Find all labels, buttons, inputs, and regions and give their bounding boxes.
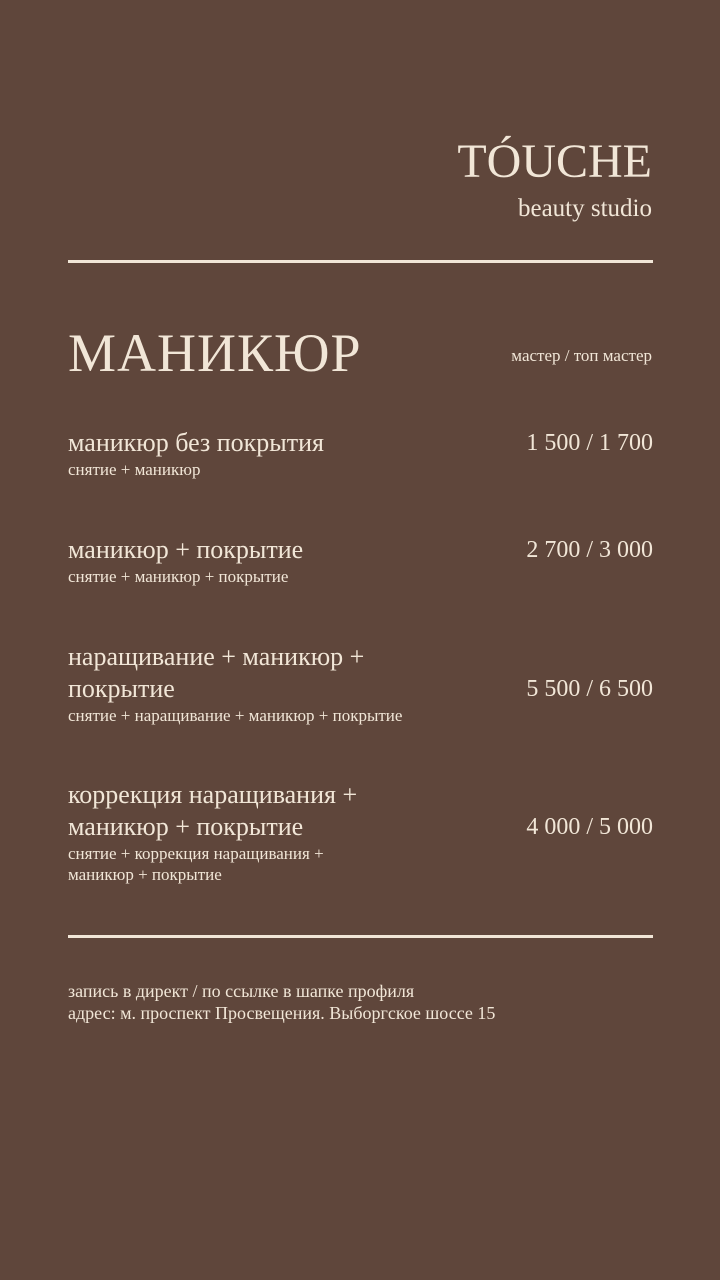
bottom-divider: [68, 935, 653, 938]
brand-subtitle: beauty studio: [517, 195, 652, 222]
service-description: снятие + маникюр + покрытие: [68, 567, 289, 586]
address-info: адрес: м. проспект Просвещения. Выборгское шоссе 15: [68, 1003, 496, 1023]
price-column-header: мастер / топ мастер: [511, 346, 652, 365]
service-item: [68, 779, 653, 885]
brand-logo: [457, 135, 652, 222]
service-name: коррекция наращивания + маникюр + покрытие: [68, 780, 358, 841]
service-item: [68, 427, 653, 480]
service-name: наращивание + маникюр + покрытие: [68, 642, 365, 703]
service-item: [68, 641, 653, 726]
service-name: маникюр без покрытия: [68, 428, 324, 457]
booking-info: запись в директ / по ссылке в шапке профиля: [68, 981, 415, 1001]
service-item: [68, 534, 653, 587]
service-description: снятие + наращивание + маникюр + покрытие: [68, 706, 403, 725]
service-price: 4 000 / 5 000: [526, 814, 653, 840]
service-description: снятие + коррекция наращивания + маникюр + покрытие: [68, 844, 324, 884]
service-price: 5 500 / 6 500: [526, 676, 653, 702]
service-price: 2 700 / 3 000: [526, 537, 653, 563]
service-name: маникюр + покрытие: [68, 535, 304, 564]
footer-info: [68, 980, 495, 1024]
service-description: снятие + маникюр: [68, 460, 201, 479]
brand-name: TÓUCHE: [457, 135, 652, 188]
service-price: 1 500 / 1 700: [526, 430, 653, 456]
section-title: МАНИКЮР: [68, 323, 362, 383]
top-divider: [68, 260, 653, 263]
